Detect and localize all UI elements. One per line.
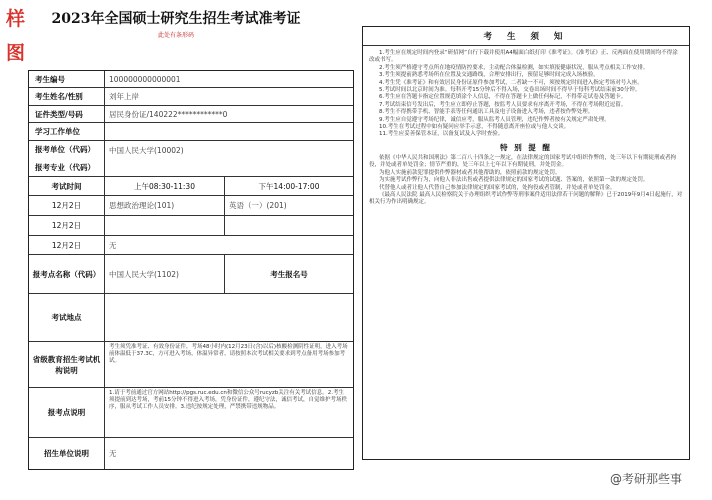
special-item: 为实施考试作弊行为，向他人非法出售或者提供法律规定的国家考试的试题、答案的，依照第一款的规定处罚。 [379,177,649,184]
recruit-value: 无 [109,449,117,458]
id-label: 证件类型/号码 [29,106,105,122]
office-label: 省级教育招生考试机构说明 [29,342,105,387]
schedule-am-2 [105,216,225,235]
site-note-label: 报考点说明 [29,388,105,437]
site-note-row [29,388,353,438]
pm-header: 下午14:00-17:00 [258,181,320,191]
notice-list [363,46,689,139]
notice-item: 2.考生须严格遵守考点所在地疫情防控要求，主动配合体温检测，如实填报健康状况，服从考点相关工作安排。 [379,64,649,71]
special-item: 为他人实施前款犯罪提供作弊器材或者其他帮助的，依照前款的规定处罚。 [379,169,561,176]
venue-row [29,294,353,342]
notice-item: 1.考生应在规定时间内登录“研招网”自行下载并使用A4幅面白纸打印《准考证》。《准考证》正、反两面在使用期间均不得涂改或书写。 [369,50,678,64]
special-heading: 特 别 提 醒 [500,142,552,152]
notice-item: 8.考生不得携带手机、智能手表等任何通讯工具及电子设备进入考场，违者按作弊处理。 [379,109,594,116]
unit-label-text: 报考单位（代码） [35,145,95,155]
notice-heading: 考 生 须 知 [363,27,689,46]
notice-item: 5.考试时间以北京时间为准。每科开考15分钟后不得入场，交卷出场时间不得早于每科考试结束前30分钟。 [379,87,641,94]
notice-item: 7.考试结束信号发出后，考生应立即停止答题，按监考人员要求有序离开考场，不得在考场附近逗留。 [379,101,627,108]
recruit-row [29,438,353,469]
name-value: 刘年上岸 [109,92,139,101]
notice-item: 4.考生凭《准考证》和有效居民身份证原件参加考试，二者缺一不可，须按规定时间进入指定考场对号入座。 [379,79,643,86]
page-title: 2023年全国硕士研究生招生考试准考证 [51,11,301,27]
office-text: 考生须凭准考证、有效身份证件，考场48小时内(12月23日(含)以后)核酸检测阴性证明，进入考场前体温低于37.3C，方可进入考场，体温异常者，请按照本次考试相关要求到考点备用考场参加考试。 [109,344,348,365]
exam-no-value: 100000000000001 [109,74,181,84]
exam-no-row [29,71,353,88]
major-label-text: 报考专业（代码） [35,162,95,172]
special-list [363,155,689,207]
admission-ticket-table [28,70,354,470]
special-item: 代替他人或者让他人代替自己参加法律规定的国家考试的，处拘役或者管制，并处或者单处罚金。 [379,184,616,191]
schedule-pm-1: 英语（一）(201) [229,201,287,210]
schedule-date-2: 12月2日 [29,216,105,235]
sample-stamp-top: 样 [6,8,26,30]
site-row [29,255,353,294]
work-row [29,123,353,141]
venue-value [105,294,353,341]
special-item: 依据《中华人民共和国刑法》第二百八十四条之一规定，在法律规定的国家考试中组织作弊的，处三年以下有期徒刑或者拘役，并处或者单处罚金；情节严重的，处三年以上七年以下有期徒刑，并处罚金。 [369,154,677,169]
notice-item: 3.考生须提前熟悉考场所在位置及交通路线，合理安排出行，预留足够时间完成入场核验。 [379,72,599,79]
id-row [29,106,353,123]
am-header: 上午08:30-11:30 [105,177,225,195]
work-label: 学习工作单位 [29,123,105,140]
watermark: @考研那些事 [610,472,683,486]
name-label: 考生姓名/性别 [29,88,105,105]
exam-no-label: 考生编号 [29,71,105,87]
special-item: 《最高人民法院 最高人民检察院关于办理组织考试作弊等刑事案件适用法律若干问题的解释》已于2019年9月4日起施行，对相关行为作出明确规定。 [369,191,683,206]
schedule-date-3: 12月2日 [29,236,105,254]
site-value: 中国人民大学(1102) [105,255,225,293]
site-note-text: 1.请于考前通过官方网站http://pgs.ruc.edu.cn和微信公众号rucyzb关注有关考试信息。2.考生须提前到达考场，考前15分钟不得进入考场，凭身份证件，遵纪守法，诚信考试，自觉维护考场秩序，服从考试工作人员安排。3.违纪按规定处理，严禁携带违规物品。 [109,390,348,411]
recruit-label: 招生单位说明 [29,438,105,469]
notice-panel [362,26,690,460]
unit-label [29,141,105,176]
unit-value: 中国人民大学(10002) [109,146,184,155]
notice-item: 10.考生在考试过程中如有疑问应举手示意，不得随意离开座位或与他人交谈。 [379,124,570,131]
sample-stamp-bottom: 图 [6,42,26,64]
schedule-row-3 [29,236,353,255]
notice-item: 6.考生应在答题卡指定位置规范填涂个人信息，不得在答题卡上做任何标记，不得带走试卷及答题卡。 [379,94,627,101]
notice-item: 11.考生应妥善保管本证，以备复试及入学时查验。 [379,131,504,138]
barcode-note: 此处有条形码 [157,32,194,39]
schedule-row-1 [29,196,353,216]
venue-label: 考试地点 [29,294,105,341]
unit-row [29,141,353,177]
site-label: 报考点名称（代码） [29,255,105,293]
schedule-date-1: 12月2日 [29,196,105,215]
time-header-row [29,177,353,196]
schedule-am-3: 无 [109,240,117,250]
name-row [29,88,353,106]
office-row [29,342,353,388]
schedule-row-2 [29,216,353,236]
seat-label: 考生报名号 [270,269,308,279]
id-value: 居民身份证/140222************0 [109,109,228,119]
schedule-pm-2 [225,216,353,235]
time-label: 考试时间 [29,177,105,195]
notice-item: 9.考生应自觉遵守考场纪律，诚信应考，服从监考人员管理，违纪作弊者按有关规定严肃处理。 [379,116,610,123]
work-value [105,123,353,140]
schedule-am-1: 思想政治理论(101) [105,196,225,215]
